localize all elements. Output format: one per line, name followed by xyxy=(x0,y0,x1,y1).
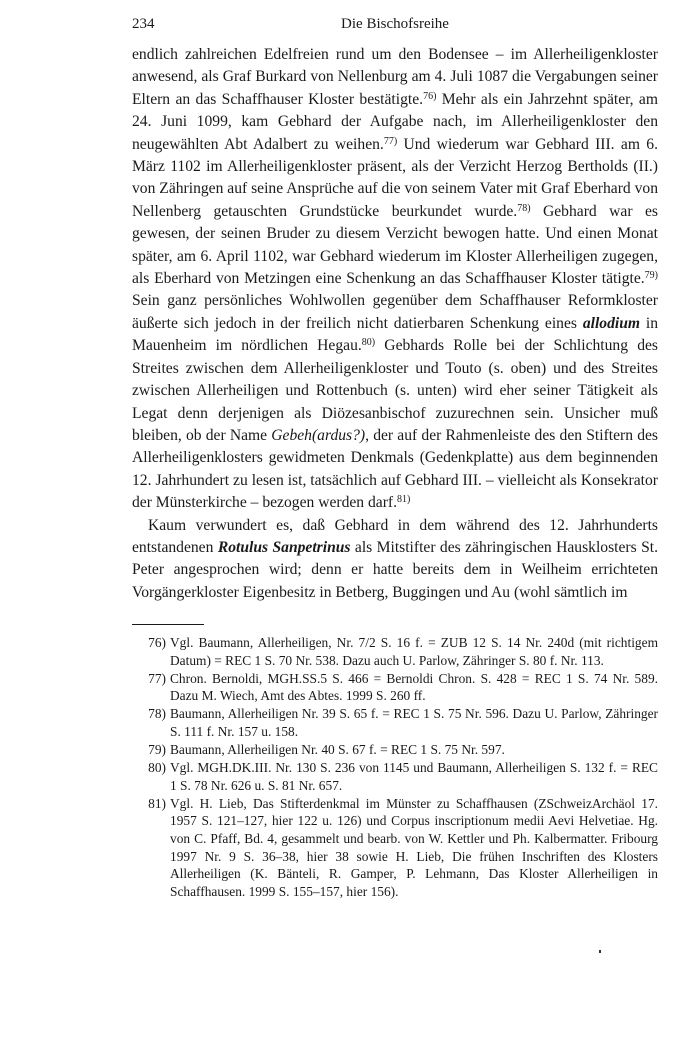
italic-term: Gebeh(ardus?) xyxy=(271,426,366,444)
footnote-77 xyxy=(132,670,658,705)
footnote-number: 78) xyxy=(148,706,166,722)
footnote-ref: 79) xyxy=(644,270,658,282)
text-run: , der auf der Rahmenleiste des den Stiftern des Allerheiligenklosters gewidmeten Denkmals (Gedenkplatte) aus dem beginnenden 12. Jahrhundert zu lesen ist, tatsächlich auf Gebhard III. – vielleicht als Konsekrator der Münsterkirche – bezogen werden darf. xyxy=(132,426,658,512)
footnote-text: Vgl. Baumann, Allerheiligen, Nr. 7/2 S. 16 f. = ZUB 12 S. 14 Nr. 240d (mit richtigem Datum) = REC 1 S. 70 Nr. 538. Dazu auch U. Parlow, Zähringer S. 80 f. Nr. 113. xyxy=(170,635,658,668)
text-run: Gebhards Rolle bei der Schlichtung des Streites zwischen dem Allerheiligenkloster und Touto (s. oben) und des Streites zwischen Allerheiligen und Rottenbuch (s. unten) wird eher seiner Tätigkeit als Legat denn derjenigen als Diözesanbischof zuzurechnen sein. Unsicher muß bleiben, ob der Name xyxy=(132,337,658,444)
text-run: Und wiederum war Gebhard III. am 6. März 1102 im Allerheiligenkloster präsent, als der Verzicht Herzog Bertholds (II.) von Zähringen auf seine Ansprüche auf die von seinem Vater mit Graf Eberhard von Nellenberg getauschten Grundstücke beurkundet wurde. xyxy=(132,135,658,220)
text-run: endlich zahlreichen Edelfreien rund um den Bodensee – im Allerheiligenkloster anwesend, als Graf Burkard von Nellenburg am 4. Juli 1087 die Vergabungen seiner Eltern an das Schaffhauser Kloster bestätigte. xyxy=(132,46,658,108)
page-header xyxy=(132,16,658,38)
footnote-text: Chron. Bernoldi, MGH.SS.5 S. 466 = Bernoldi Chron. S. 428 = REC 1 S. 74 Nr. 589. Dazu M. Wiech, Amt des Abtes. 1999 S. 260 ff. xyxy=(170,670,658,704)
footnote-78 xyxy=(132,705,658,740)
print-speck xyxy=(599,950,601,953)
footnote-ref: 81) xyxy=(396,494,411,506)
footnote-separator xyxy=(132,624,204,625)
page-number: 234 xyxy=(132,16,155,32)
italic-term: Rotulus Sanpetrinus xyxy=(217,538,351,556)
italic-term: allodium xyxy=(582,314,641,332)
footnote-text: Vgl. MGH.DK.III. Nr. 130 S. 236 von 1145 und Baumann, Allerheiligen S. 132 f. = REC 1 S. 78 Nr. 626 u. S. 81 Nr. 657. xyxy=(170,760,658,793)
footnote-ref: 80) xyxy=(361,337,376,349)
footnotes xyxy=(132,634,658,901)
footnote-81 xyxy=(132,795,658,901)
text-run: Mehr als ein Jahrzehnt später, am 24. Juni 1099, kam Gebhard der Aufgabe nach, im Allerheiligenkloster den neugewählten Abt Adalbert zu weihen. xyxy=(132,90,658,153)
text-run: Kaum verwundert es, daß Gebhard in dem während des 12. Jahrhunderts entstandenen xyxy=(132,516,658,556)
paragraph-2 xyxy=(132,515,658,605)
footnote-80 xyxy=(132,759,658,794)
footnote-number: 77) xyxy=(148,670,166,686)
footnote-ref: 76) xyxy=(423,90,437,102)
footnote-76 xyxy=(132,634,658,669)
footnote-number: 76) xyxy=(148,635,166,650)
paragraph-1 xyxy=(132,44,658,515)
text-run: Sein ganz persönliches Wohlwollen gegenüber dem Schaffhauser Reformkloster äußerte sich jedoch in der freilich nicht datierbaren Schenkung eines xyxy=(132,292,658,332)
text-run: in Mauenheim im nördlichen Hegau. xyxy=(132,314,658,355)
text-run: Gebhard war es gewesen, der seinen Bruder zu diesem Verzicht bewogen hatte. Und einen Monat später, am 6. April 1102, war Gebhard wiederum im Kloster Allerheiligen zugegen, als Eberhard von Metzingen eine Schenkung an das Schaffhauser Kloster tätigte. xyxy=(132,202,658,288)
text-run: als Mitstifter des zähringischen Hausklosters St. Peter angesprochen wird; denn er hatte bereits dem in Weilheim errichteten Vorgängerkloster Eigenbesitz in Betberg, Buggingen und Au (wohl sämtlich im xyxy=(132,538,658,601)
footnote-number: 79) xyxy=(148,742,166,758)
footnote-79 xyxy=(132,741,658,759)
footnote-number: 80) xyxy=(148,760,166,776)
main-text xyxy=(132,44,658,604)
footnote-text: Vgl. H. Lieb, Das Stifterdenkmal im Münster zu Schaffhausen (ZSchweizArchäol 17. 1957 S. 121–127, hier 122 u. 126) und Corpus inscriptionum medii Aevi Helvetiae. Hg. von C. Pfaff, Bd. 4, gesammelt und bearb. von W. Kettler und Ph. Kalbermatter. Fribourg 1997 Nr. 9 S. 36–38, hier 38 sowie H. Lieb, Die frühen Inschriften des Klosters Allerheiligen (K. Bänteli, R. Gamper, P. Lehmann, Das Kloster Allerheiligen in Schaffhausen. 1999 S. 155–157, hier 156). xyxy=(170,795,658,899)
footnote-ref: 77) xyxy=(383,135,398,147)
running-title: Die Bischofsreihe xyxy=(341,16,449,32)
footnote-number: 81) xyxy=(148,795,166,811)
footnote-ref: 78) xyxy=(517,202,531,214)
footnote-text: Baumann, Allerheiligen Nr. 40 S. 67 f. = REC 1 S. 75 Nr. 597. xyxy=(170,742,505,758)
footnote-text: Baumann, Allerheiligen Nr. 39 S. 65 f. = REC 1 S. 75 Nr. 596. Dazu U. Parlow, Zähringer S. 111 f. Nr. 157 u. 158. xyxy=(170,706,658,739)
